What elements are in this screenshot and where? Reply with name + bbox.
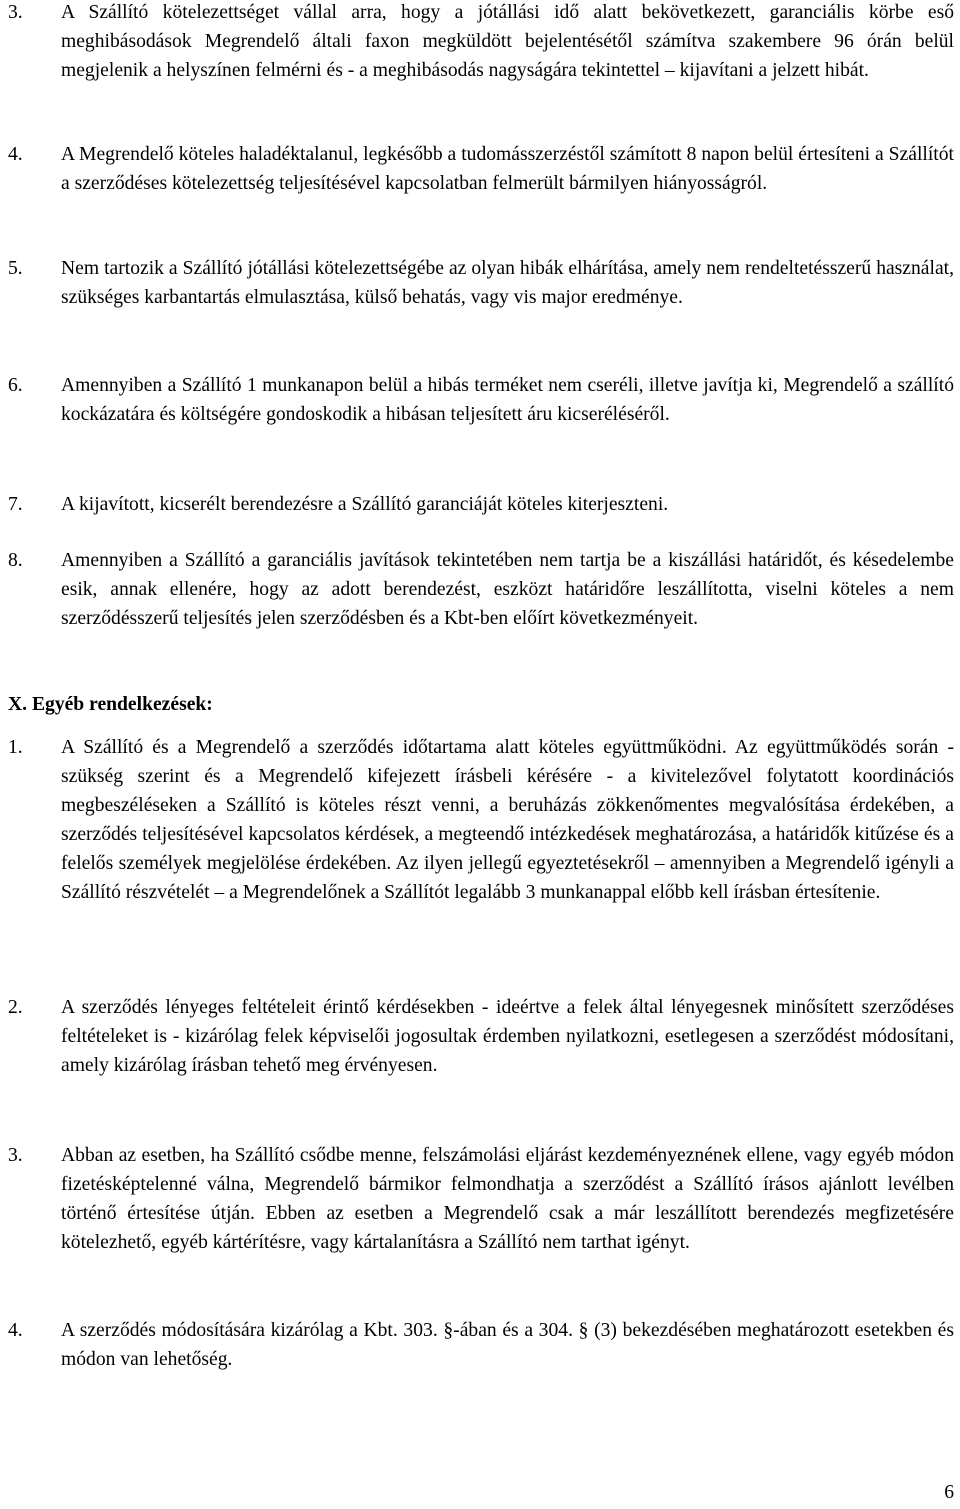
page-number: 6 (944, 1482, 954, 1503)
clause-number: 2. (8, 997, 23, 1018)
clause-ix-4 (8, 140, 954, 198)
clause-text: A Megrendelő köteles haladéktalanul, legkésőbb a tudomásszerzéstől számított 8 napon belül értesíteni a Szállítót a szerződéses kötelezettség teljesítésével kapcsolatban felmerült bármilyen hiányosságról. (61, 144, 954, 194)
clause-text: A szerződés lényeges feltételeit érintő kérdésekben - ideértve a felek által lényegesnek minősített szerződéses feltételeket is - kizárólag felek képviselői jogosultak érdemben nyilatkozni, esetlegesen a szerződést módosítani, amely kizárólag írásban tehető meg érvényesen. (61, 997, 954, 1076)
clause-number: 3. (8, 2, 23, 23)
clause-ix-7 (8, 490, 954, 519)
clause-x-4 (8, 1316, 954, 1374)
clause-text: A Szállító és a Megrendelő a szerződés időtartama alatt köteles együttműködni. Az együttműködés során - szükség szerint és a Megrendelő kifejezett írásbeli kérésére - a kivitelezővel folytatott koordinációs megbeszéléseken a Szállító is köteles részt venni, a beruházás zökkenőmentes megvalósítása érdekében, a szerződés teljesítésével kapcsolatos kérdések, a megteendő intézkedések meghatározása, a határidők kitűzése és a felelős személyek megjelölése érdekében. Az ilyen jellegű egyeztetésekről – amennyiben a Megrendelő igényli a Szállító részvételét – a Megrendelőnek a Szállítót legalább 3 munkanappal előbb kell írásban értesítenie. (61, 737, 954, 903)
clause-number: 1. (8, 737, 23, 758)
clause-x-3 (8, 1141, 954, 1257)
clause-text: Amennyiben a Szállító 1 munkanapon belül a hibás terméket nem cseréli, illetve javítja ki, Megrendelő a szállító kockázatára és költségére gondoskodik a hibásan teljesített áru kicseréléséről. (61, 375, 954, 425)
clause-text: A kijavított, kicserélt berendezésre a Szállító garanciáját köteles kiterjeszteni. (61, 494, 669, 515)
clause-text: Abban az esetben, ha Szállító csődbe menne, felszámolási eljárást kezdeményeznének ellene, vagy egyéb módon fizetésképtelenné válna, Megrendelő bármikor felmondhatja a szerződést a Szállító írásos ajánlott levélben történő értesítése útján. Ebben az esetben a Megrendelő csak a már leszállított berendezés megfizetésére kötelezhető, egyéb kártérítésre, vagy kártalanításra a Szállító nem tarthat igényt. (61, 1145, 954, 1253)
clause-ix-3 (8, 0, 954, 85)
clause-ix-5 (8, 254, 954, 312)
clause-number: 3. (8, 1145, 23, 1166)
clause-text: Amennyiben a Szállító a garanciális javítások tekintetében nem tartja be a kiszállási határidőt, és késedelembe esik, annak ellenére, hogy az adott berendezést, eszközt határidőre leszállította, viselni köteles a nem szerződésszerű teljesítés jelen szerződésben és a Kbt-ben előírt következményeit. (61, 550, 954, 629)
clause-text: A szerződés módosítására kizárólag a Kbt. 303. §-ában és a 304. § (3) bekezdésében meghatározott esetekben és módon van lehetőség. (61, 1320, 954, 1370)
section-heading: X. Egyéb rendelkezések: (8, 694, 213, 715)
clause-x-1 (8, 733, 954, 907)
clause-number: 6. (8, 375, 23, 396)
clause-number: 5. (8, 258, 23, 279)
clause-ix-6 (8, 371, 954, 429)
clause-number: 4. (8, 144, 23, 165)
clause-text: Nem tartozik a Szállító jótállási kötelezettségébe az olyan hibák elhárítása, amely nem rendeltetésszerű használat, szükséges karbantartás elmulasztása, külső behatás, vagy vis major eredménye. (61, 258, 954, 308)
clause-number: 7. (8, 494, 23, 515)
clause-text: A Szállító kötelezettséget vállal arra, hogy a jótállási idő alatt bekövetkezett, garanciális körbe eső meghibásodások Megrendelő általi faxon megküldött bejelentésétől számítva szakembere 96 órán belül megjelenik a helyszínen felmérni és - a meghibásodás nagyságára tekintettel – kijavítani a jelzett hibát. (61, 2, 954, 81)
clause-number: 8. (8, 550, 23, 571)
clause-x-2 (8, 993, 954, 1080)
clause-ix-8 (8, 546, 954, 633)
clause-number: 4. (8, 1320, 23, 1341)
